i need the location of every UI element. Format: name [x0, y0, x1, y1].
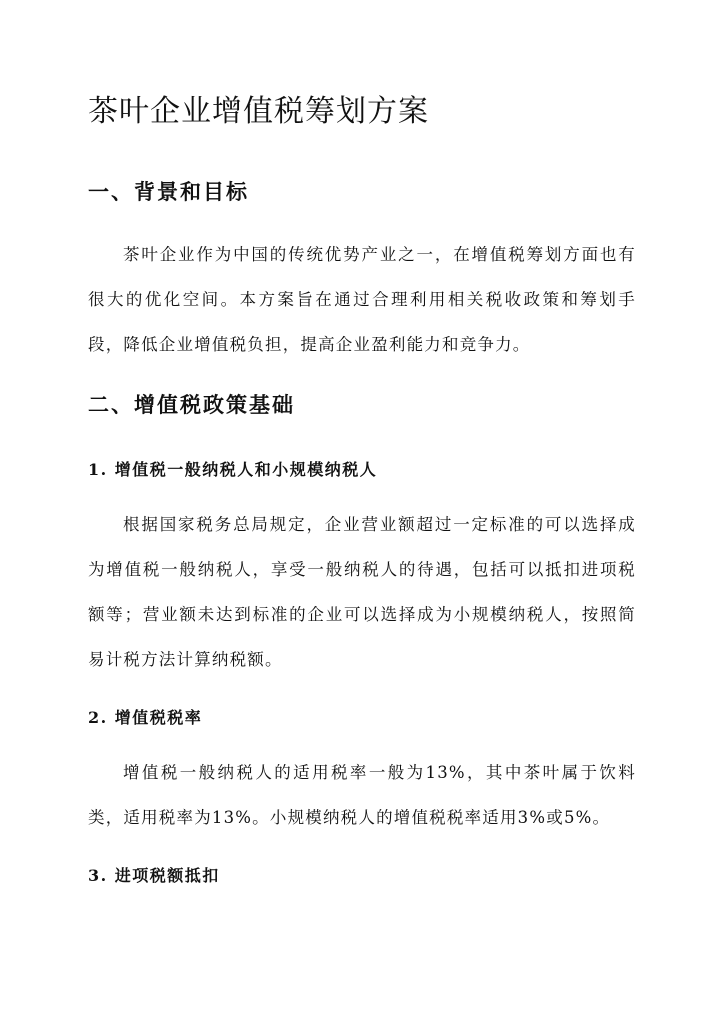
- vat-rate-paragraph: 增值税一般纳税人的适用税率一般为13%，其中茶叶属于饮料类，适用税率为13%。小规模纳税人的增值税税率适用3%或5%。: [88, 763, 636, 827]
- subheading-taxpayer-types: 1. 增值税一般纳税人和小规模纳税人: [88, 460, 378, 479]
- background-paragraph: 茶叶企业作为中国的传统优势产业之一，在增值税筹划方面也有很大的优化空间。本方案旨在通过合理利用相关税收政策和筹划手段，降低企业增值税负担，提高企业盈利能力和竞争力。: [88, 245, 636, 354]
- section-heading-background: 一、背景和目标: [88, 179, 249, 204]
- document-title: 茶叶企业增值税筹划方案: [88, 94, 429, 129]
- section-heading-vat-policy: 二、增值税政策基础: [88, 392, 295, 417]
- subheading-input-tax-deduction: 3. 进项税额抵扣: [88, 866, 220, 885]
- taxpayer-types-paragraph: 根据国家税务总局规定，企业营业额超过一定标准的可以选择成为增值税一般纳税人，享受一般纳税人的待遇，包括可以抵扣进项税额等；营业额未达到标准的企业可以选择成为小规模纳税人，按照简易计税方法计算纳税额。: [88, 515, 636, 669]
- subheading-vat-rate: 2. 增值税税率: [88, 708, 203, 727]
